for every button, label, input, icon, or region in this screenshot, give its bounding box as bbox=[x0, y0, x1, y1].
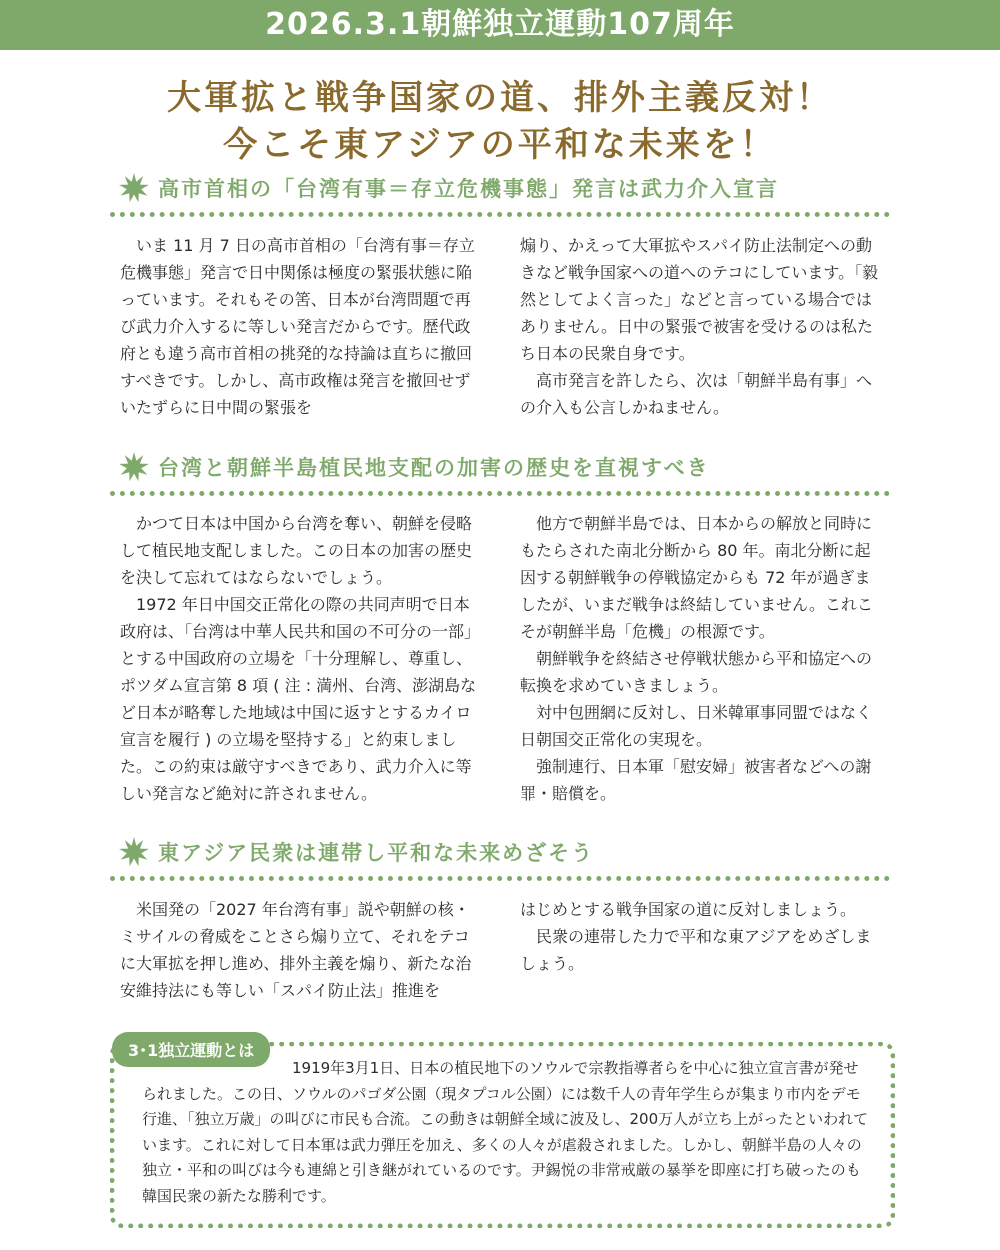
dotted-divider bbox=[110, 212, 890, 217]
paragraph: 煽り、かえって大軍拡やスパイ防止法制定への動きなど戦争国家への道へのテコにしています。「毅然としてよく言った」などと言っている場合ではありません。日中の緊張で被害を受けるのは私たち日本の民衆自身です。 bbox=[520, 236, 879, 363]
section-heading-3 bbox=[118, 834, 594, 870]
paragraph: いま 11 月 7 日の高市首相の「台湾有事＝存立危機事態」発言で日中関係は極度の緊張状態に陥っています。それもその筈、日本が台湾問題で再び武力介入するに等しい発言だからです。歴代政府とも違う高市首相の挑発的な持論は直ちに撤回すべきです。しかし、高市政権は発言を撤回せずいたずらに日中間の緊張を bbox=[120, 236, 475, 417]
starburst-icon bbox=[118, 172, 150, 204]
info-box-text bbox=[142, 1056, 870, 1209]
section-1-left-column bbox=[120, 232, 485, 421]
starburst-icon bbox=[118, 836, 150, 868]
banner-text: 2026.3.1朝鮮独立運動107周年 bbox=[265, 7, 735, 42]
section-title: 東アジア民衆は連帯し平和な未来めざそう bbox=[158, 841, 595, 865]
headline-line-2: 今こそ東アジアの平和な未来を！ bbox=[223, 125, 777, 165]
paragraph: 対中包囲網に反対し、日米韓軍事同盟ではなく日朝国交正常化の実現を。 bbox=[520, 703, 873, 749]
paragraph: 他方で朝鮮半島では、日本からの解放と同時にもたらされた南北分断から 80 年。南北分断に起因する朝鮮戦争の停戦協定からも 72 年が過ぎましたが、いまだ戦争は終結していません。これこそが朝鮮半島「危機」の根源です。 bbox=[520, 514, 873, 641]
section-heading-2 bbox=[118, 449, 710, 485]
section-title: 台湾と朝鮮半島植民地支配の加害の歴史を直視すべき bbox=[158, 456, 710, 480]
section-title: 高市首相の「台湾有事＝存立危機事態」発言は武力介入宣言 bbox=[158, 177, 779, 201]
paragraph: 米国発の「2027 年台湾有事」説や朝鮮の核・ミサイルの脅威をことさら煽り立て、それをテコに大軍拡を押し進め、排外主義を煽り、新たな治安維持法にも等しい「スパイ防止法」推進を bbox=[120, 900, 472, 1000]
top-banner bbox=[0, 0, 1000, 50]
dotted-divider bbox=[110, 491, 890, 496]
paragraph: 民衆の連帯した力で平和な東アジアをめざしましょう。 bbox=[520, 927, 872, 973]
section-1-right-column bbox=[520, 232, 885, 421]
section-2-right-column bbox=[520, 510, 885, 807]
section-heading-1 bbox=[118, 170, 779, 206]
info-box-body: 1919年3月1日、日本の植民地下のソウルで宗教指導者らを中心に独立宣言書が発せられました。この日、ソウルのパゴダ公園（現タプコル公園）には数千人の青年学生らが集まり市内をデモ行進、「独立万歳」の叫びに市民も合流。この動きは朝鮮全域に波及し、200万人が立ち上がったといわれています。これに対して日本軍は武力弾圧を加え、多くの人々が虐殺されました。しかし、朝鮮半島の人々の独立・平和の叫びは今も連綿と引き継がれているのです。尹錫悦の非常戒厳の暴挙を即座に打ち破ったのも韓国民衆の新たな勝利です。 bbox=[142, 1059, 869, 1205]
paragraph: かつて日本は中国から台湾を奪い、朝鮮を侵略して植民地支配しました。この日本の加害の歴史を決して忘れてはならないでしょう。 bbox=[120, 514, 473, 587]
paragraph: 朝鮮戦争を終結させ停戦状態から平和協定への転換を求めていきましょう。 bbox=[520, 649, 873, 695]
starburst-icon bbox=[118, 451, 150, 483]
paragraph: はじめとする戦争国家の道に反対しましょう。 bbox=[520, 900, 857, 919]
paragraph: 高市発言を許したら、次は「朝鮮半島有事」への介入も公言しかねません。 bbox=[520, 371, 873, 417]
headline-line-1: 大軍拡と戦争国家の道、排外主義反対！ bbox=[167, 78, 833, 118]
info-box-label: 3･1独立運動とは bbox=[112, 1032, 270, 1067]
dotted-divider bbox=[110, 876, 890, 881]
paragraph: 強制連行、日本軍「慰安婦」被害者などへの謝罪・賠償を。 bbox=[520, 757, 872, 803]
section-2-left-column bbox=[120, 510, 485, 807]
section-3-right-column bbox=[520, 896, 885, 977]
section-3-left-column bbox=[120, 896, 485, 1004]
paragraph: 1972 年日中国交正常化の際の共同声明で日本政府は、「台湾は中華人民共和国の不可分の一部」とする中国政府の立場を「十分理解し、尊重し、ポツダム宣言第 8 項 ( 注 : 満州、台湾、澎湖島など日本が略奪した地域は中国に返すとするカイロ宣言を履行 ) の立場を堅持する」と約束しました。この約束は厳守すべきであり、武力介入に等しい発言など絶対に許されません。 bbox=[120, 595, 481, 803]
